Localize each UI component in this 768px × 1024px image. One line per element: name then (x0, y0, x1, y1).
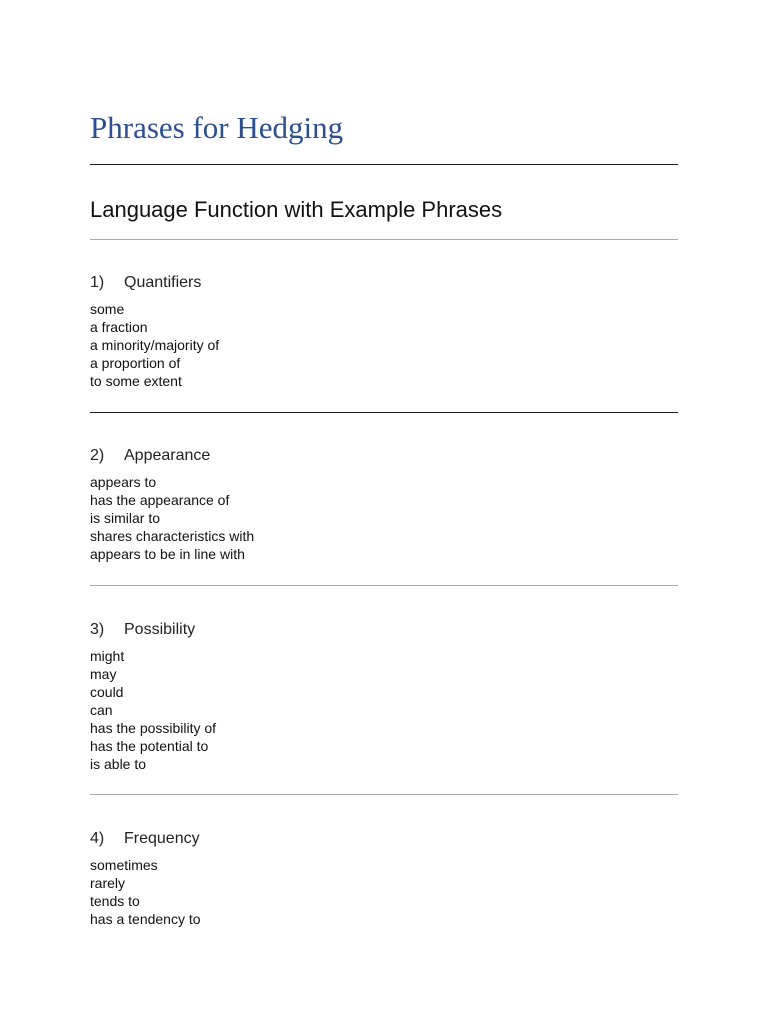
phrase-list (90, 300, 678, 390)
section-quantifiers (90, 272, 678, 390)
list-item: to some extent (90, 373, 182, 389)
section-possibility (90, 619, 678, 773)
list-item: has a tendency to (90, 911, 201, 927)
section-divider (90, 794, 678, 795)
phrase-list (90, 647, 678, 773)
title-divider (90, 164, 678, 165)
section-heading (90, 272, 678, 294)
section-number: 4) (90, 830, 105, 847)
subtitle-divider (90, 239, 678, 240)
section-heading (90, 445, 678, 467)
list-item: sometimes (90, 857, 158, 873)
phrase-list (90, 473, 678, 563)
list-item: is able to (90, 756, 147, 772)
list-item: has the possibility of (90, 720, 217, 736)
list-item: can (90, 702, 113, 718)
section-divider (90, 585, 678, 586)
section-title: Appearance (124, 447, 211, 464)
list-item: a fraction (90, 319, 148, 335)
section-appearance (90, 445, 678, 563)
subtitle: Language Function with Example Phrases (90, 197, 503, 222)
section-divider (90, 412, 678, 413)
section-number: 3) (90, 621, 105, 638)
list-item: tends to (90, 893, 140, 909)
list-item: has the appearance of (90, 492, 230, 508)
list-item: is similar to (90, 510, 161, 526)
section-title: Quantifiers (124, 274, 202, 291)
list-item: shares characteristics with (90, 528, 255, 544)
list-item: some (90, 301, 125, 317)
list-item: has the potential to (90, 738, 209, 754)
section-title: Possibility (124, 621, 196, 638)
list-item: might (90, 648, 125, 664)
list-item: appears to be in line with (90, 546, 245, 562)
section-heading (90, 828, 678, 850)
list-item: could (90, 684, 124, 700)
list-item: a proportion of (90, 355, 181, 371)
list-item: appears to (90, 474, 157, 490)
list-item: rarely (90, 875, 126, 891)
page-title: Phrases for Hedging (90, 110, 344, 145)
phrase-list (90, 856, 678, 928)
list-item: a minority/majority of (90, 337, 220, 353)
section-frequency (90, 828, 678, 928)
section-number: 2) (90, 447, 105, 464)
section-heading (90, 619, 678, 641)
list-item: may (90, 666, 117, 682)
section-number: 1) (90, 274, 105, 291)
section-title: Frequency (124, 830, 200, 847)
